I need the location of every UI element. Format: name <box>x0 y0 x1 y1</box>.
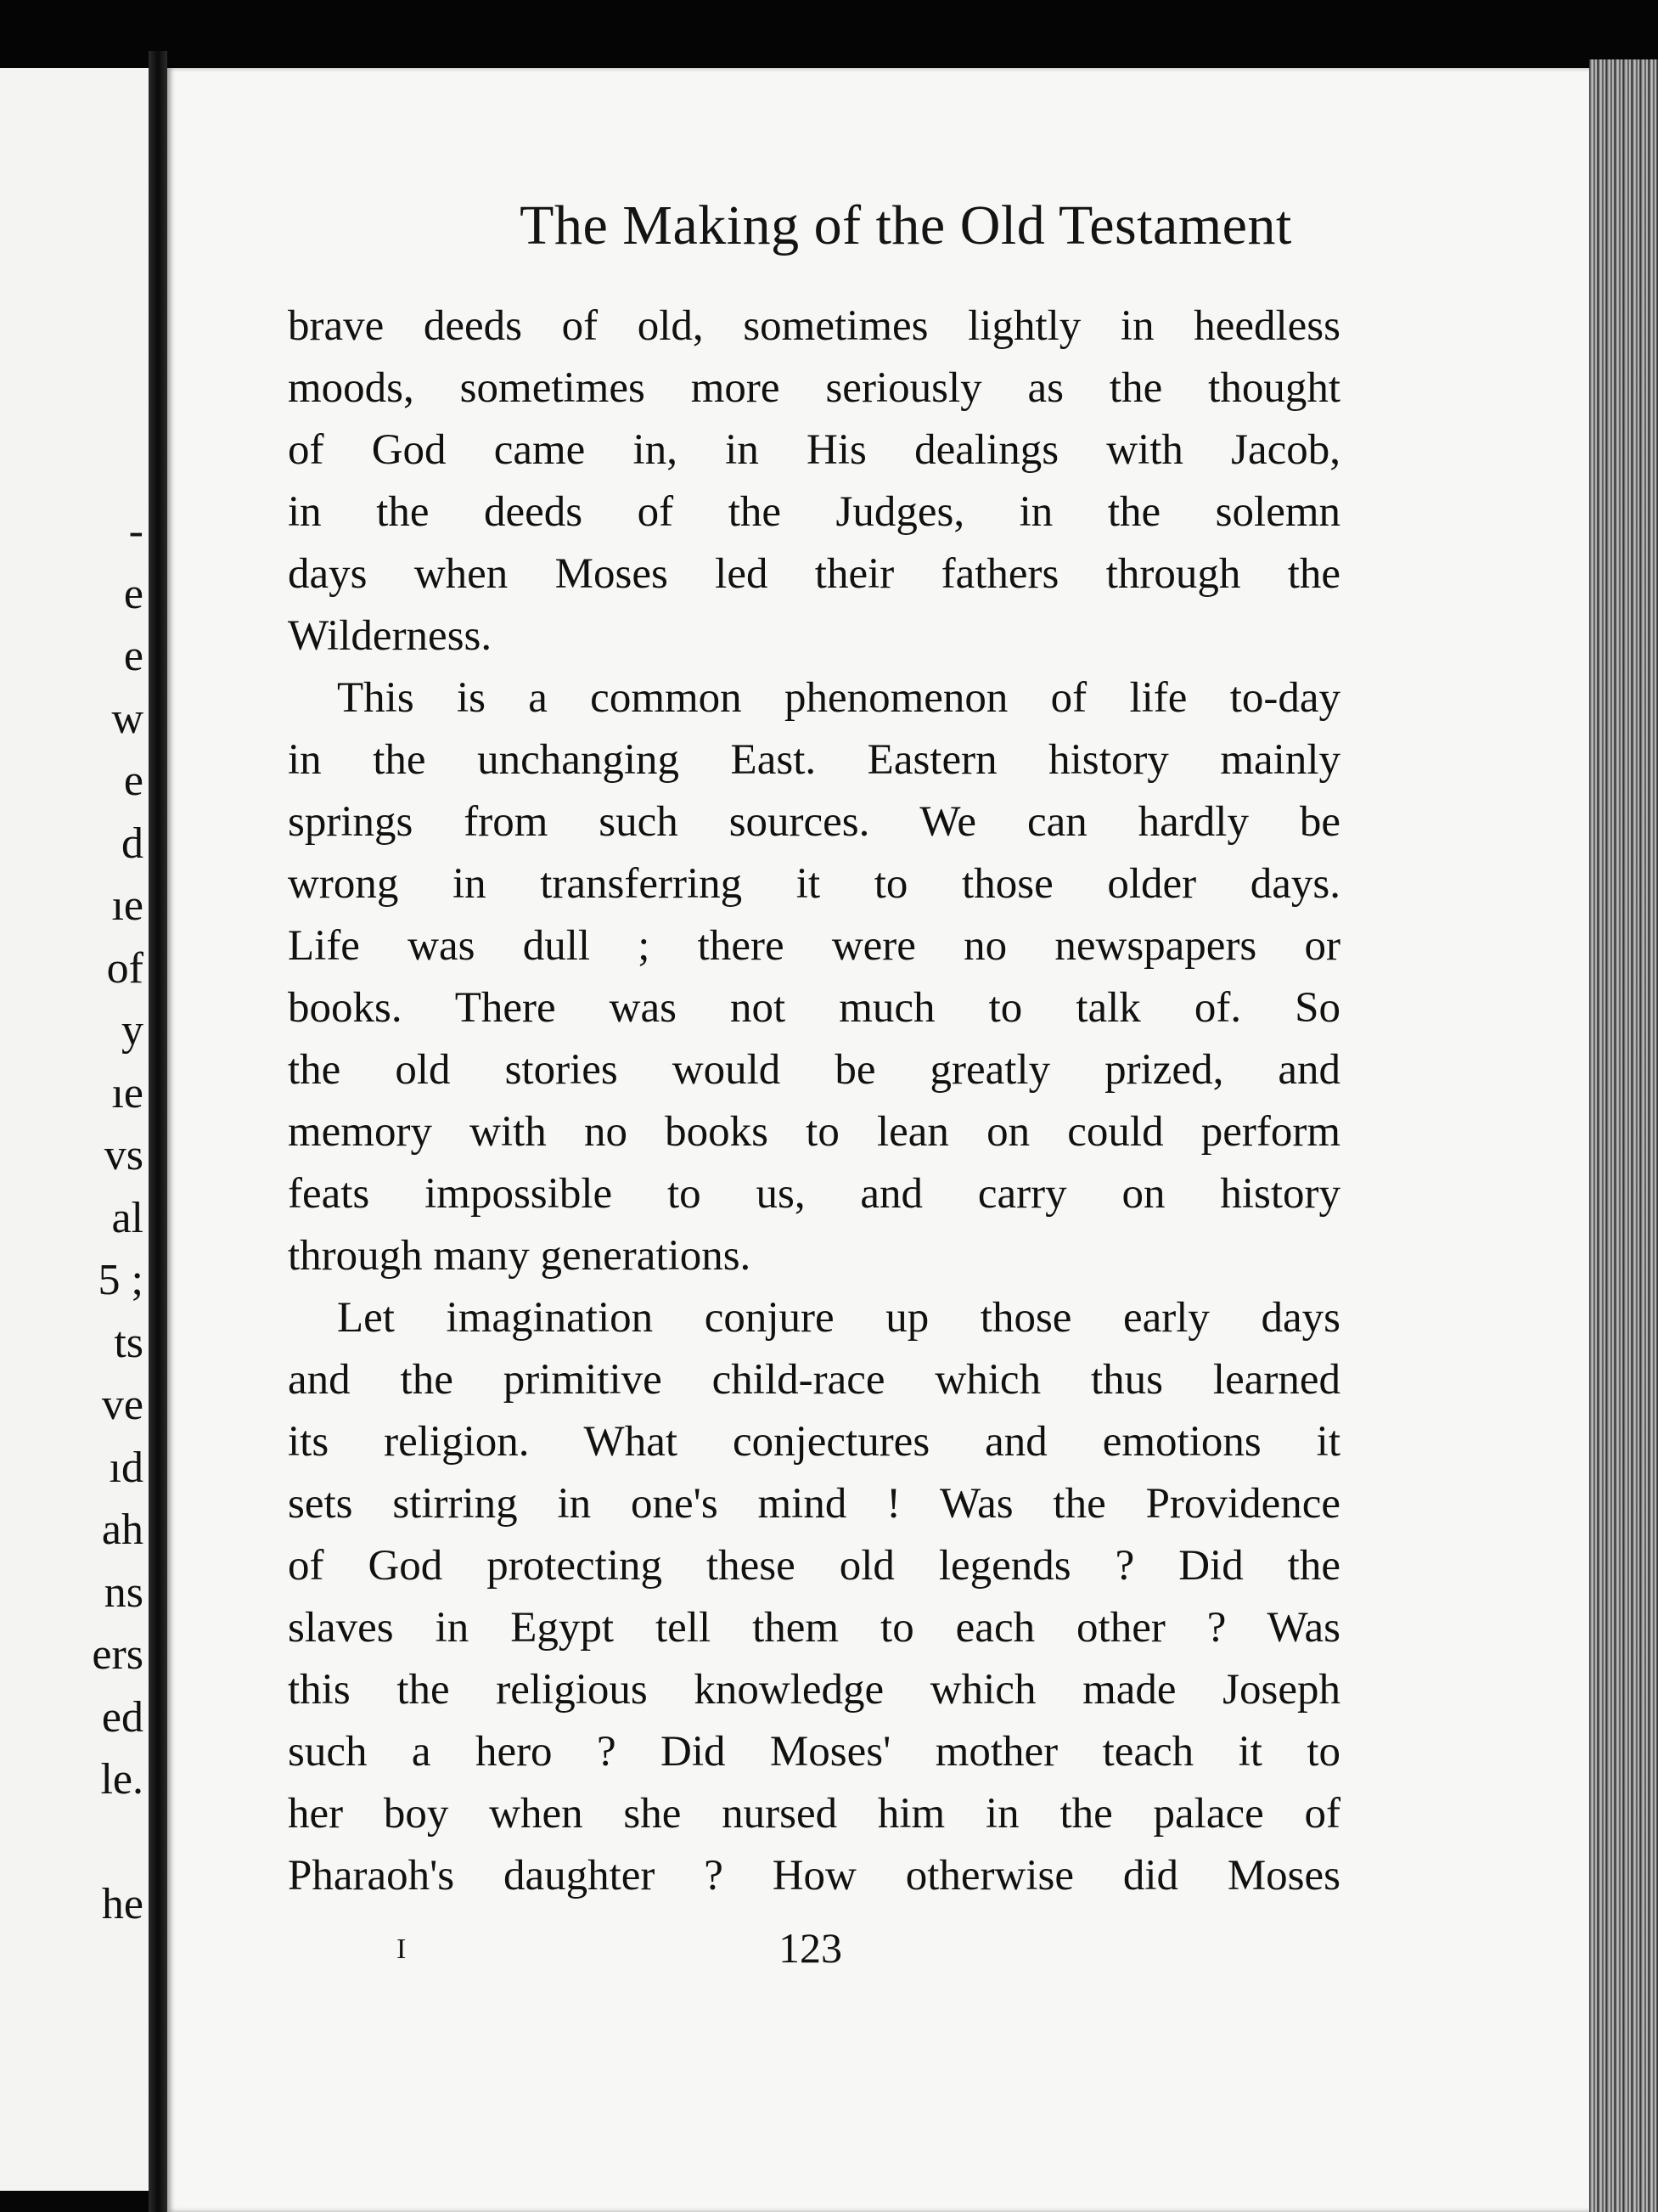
left-page-fragment: ıd <box>109 1443 143 1492</box>
text-line: moods, sometimes more seriously as the thought <box>288 364 1340 412</box>
text-line: Pharaoh's daughter ? How otherwise did Moses <box>288 1852 1340 1900</box>
text-line: wrong in transferring it to those older days. <box>288 860 1340 908</box>
text-line: slaves in Egypt tell them to each other ? Was <box>288 1604 1340 1652</box>
left-page-fragment: - <box>128 507 143 555</box>
book-gutter <box>149 51 167 2212</box>
left-page-fragment: ıe <box>111 881 143 930</box>
signature-mark: I <box>396 1933 407 1965</box>
text-line: Life was dull ; there were no newspapers or <box>288 922 1340 970</box>
text-line: in the unchanging East. Eastern history mainly <box>288 736 1340 784</box>
left-facing-page <box>0 68 149 2191</box>
left-page-fragment: e <box>123 569 143 618</box>
text-line: this the religious knowledge which made Joseph <box>288 1666 1340 1714</box>
body-text <box>288 295 1340 1907</box>
left-page-fragment: e <box>123 632 143 680</box>
left-page-fragment: he <box>101 1880 143 1928</box>
page-edges <box>1589 59 1658 2212</box>
left-page-fragment: of <box>106 943 143 993</box>
left-page-fragment: ns <box>104 1568 143 1617</box>
page-number: 123 <box>778 1924 842 1972</box>
text-line: such a hero ? Did Moses' mother teach it to <box>288 1728 1340 1776</box>
left-page-fragment: le. <box>100 1755 143 1804</box>
left-page-fragment: ah <box>101 1506 143 1554</box>
text-line: feats impossible to us, and carry on history <box>288 1170 1340 1218</box>
left-page-fragment: ıe <box>111 1068 143 1117</box>
left-page-fragment: e <box>123 757 143 805</box>
left-page-fragment: 5 ; <box>98 1256 143 1304</box>
text-line: of God came in, in His dealings with Jacob, <box>288 426 1340 474</box>
text-line: sets stirring in one's mind ! Was the Providence <box>288 1480 1340 1528</box>
text-line: the old stories would be greatly prized, and <box>288 1046 1340 1094</box>
text-line: days when Moses led their fathers through the <box>288 550 1340 598</box>
text-line: springs from such sources. We can hardly be <box>288 798 1340 846</box>
scan-top-border <box>0 0 1658 68</box>
text-line: in the deeds of the Judges, in the solemn <box>288 488 1340 536</box>
text-line: Let imagination conjure up those early days <box>337 1294 1340 1342</box>
left-page-fragment: vs <box>104 1131 143 1179</box>
text-line: memory with no books to lean on could perform <box>288 1108 1340 1156</box>
left-page-fragment: ts <box>114 1318 143 1367</box>
text-line: brave deeds of old, sometimes lightly in heedless <box>288 302 1340 350</box>
text-line: her boy when she nursed him in the palace of <box>288 1790 1340 1838</box>
main-page <box>167 68 1589 2212</box>
left-page-fragment: ers <box>92 1630 143 1679</box>
text-line: through many generations. <box>288 1232 751 1280</box>
left-page-fragment: ed <box>101 1692 143 1742</box>
left-page-fragment: al <box>111 1193 143 1242</box>
text-line: This is a common phenomenon of life to-day <box>337 674 1340 722</box>
running-head: The Making of the Old Testament <box>520 194 1292 256</box>
text-line: Wilderness. <box>288 612 492 660</box>
text-line: books. There was not much to talk of. So <box>288 984 1340 1032</box>
left-page-fragment: ve <box>101 1381 143 1429</box>
left-page-fragment: d <box>121 819 143 868</box>
left-page-fragment: y <box>121 1006 143 1055</box>
text-line: its religion. What conjectures and emotions it <box>288 1418 1340 1466</box>
left-page-fragment: w <box>111 694 143 743</box>
text-line: of God protecting these old legends ? Did the <box>288 1542 1340 1590</box>
text-line: and the primitive child-race which thus learned <box>288 1356 1340 1404</box>
